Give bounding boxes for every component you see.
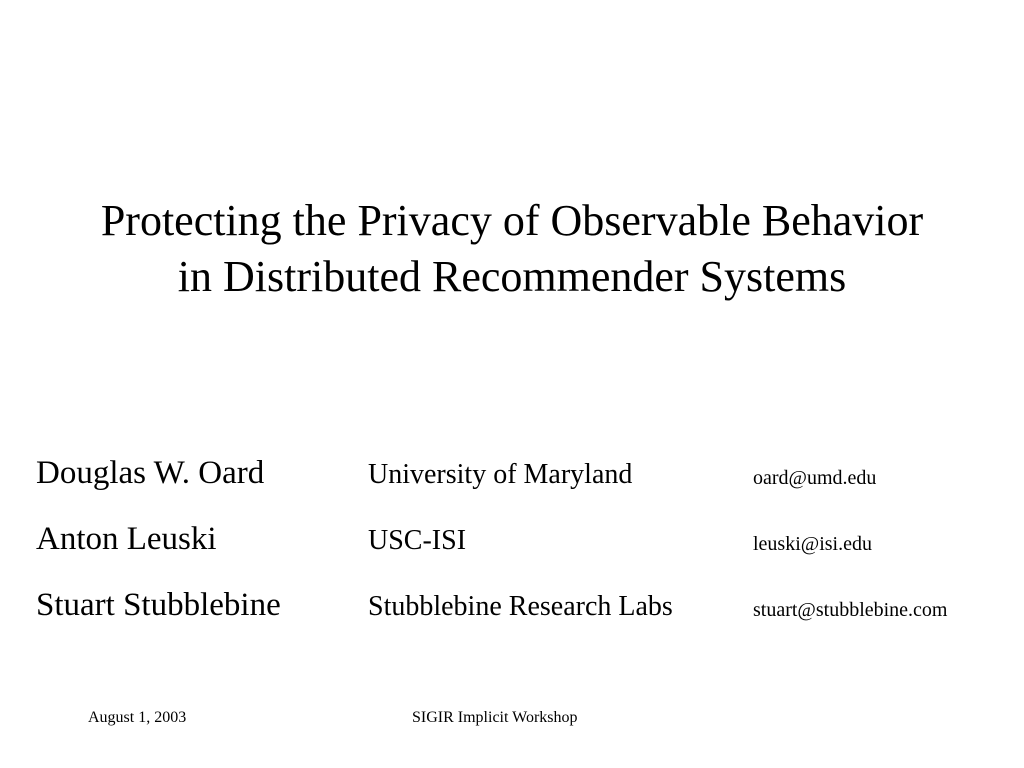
author-row bbox=[0, 518, 1024, 564]
title-line-1: Protecting the Privacy of Observable Behavior bbox=[100, 196, 924, 245]
author-email: stuart@stubblebine.com bbox=[753, 599, 948, 621]
author-name: Anton Leuski bbox=[36, 521, 217, 557]
author-affiliation: USC-ISI bbox=[368, 525, 467, 556]
author-row bbox=[0, 452, 1024, 498]
footer-date: August 1, 2003 bbox=[88, 709, 187, 726]
author-name: Stuart Stubblebine bbox=[36, 587, 281, 623]
author-email: oard@umd.edu bbox=[753, 467, 877, 489]
slide-title bbox=[0, 193, 1024, 305]
author-row bbox=[0, 584, 1024, 630]
title-line-2: in Distributed Recommender Systems bbox=[177, 252, 847, 301]
author-name: Douglas W. Oard bbox=[36, 455, 265, 491]
author-email: leuski@isi.edu bbox=[753, 533, 872, 555]
author-affiliation: University of Maryland bbox=[368, 459, 633, 490]
author-affiliation: Stubblebine Research Labs bbox=[368, 591, 673, 622]
footer-event: SIGIR Implicit Workshop bbox=[412, 709, 578, 726]
